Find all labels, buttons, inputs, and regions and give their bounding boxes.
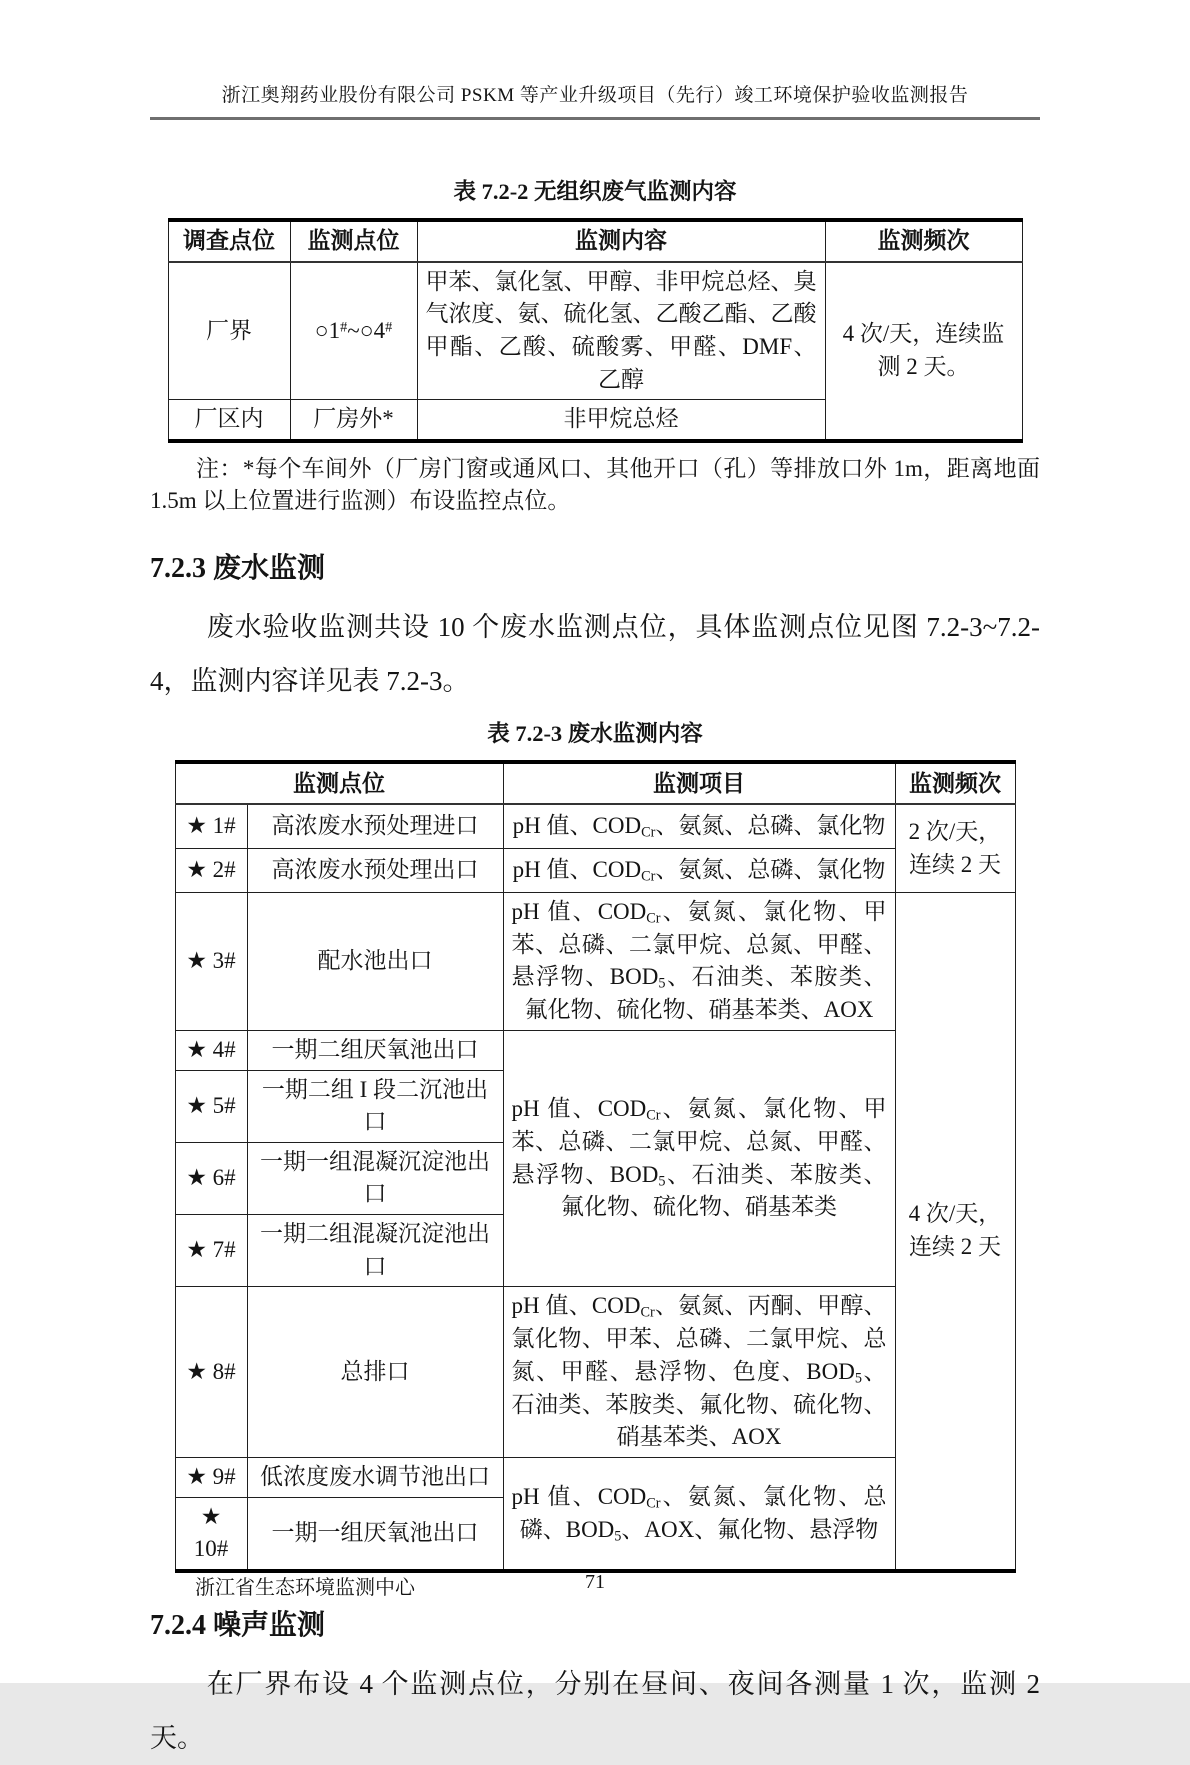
survey-point-cell: 厂界 [168, 262, 290, 400]
footer-organization: 浙江省生态环境监测中心 [195, 1577, 415, 1599]
noise-paragraph: 在厂界布设 4 个监测点位，分别在昼间、夜间各测量 1 次，监测 2 天。 [150, 1669, 1040, 1753]
point-id-cell: ★ 5# [175, 1070, 247, 1142]
point-name-cell: 高浓废水预处理进口 [247, 804, 503, 848]
water-table-title: 表 7.2-3 废水监测内容 [487, 721, 703, 747]
frequency-cell: 2 次/天，连续 2 天 [895, 804, 1015, 892]
point-id-cell: ★ 3# [175, 892, 247, 1030]
water-table-row-8 [175, 1287, 1015, 1458]
survey-point-cell: 厂区内 [168, 400, 290, 441]
gas-col-monitor-point: 监测点位 [290, 220, 417, 262]
gas-table-title: 表 7.2-2 无组织废气监测内容 [453, 179, 737, 204]
gas-col-content: 监测内容 [417, 220, 825, 262]
gas-col-frequency: 监测频次 [825, 220, 1022, 262]
water-table-row-4 [175, 1030, 1015, 1070]
frequency-cell: 4 次/天，连续 2 天 [895, 892, 1015, 1571]
gas-table-note: 注：*每个车间外（厂房门窗或通风口、其他开口（孔）等排放口外 1m，距离地面 1.5m 以上位置进行监测）布设监控点位。 [150, 455, 1040, 513]
gas-monitoring-table [168, 218, 1023, 443]
point-name-cell: 配水池出口 [247, 892, 503, 1030]
items-cell: pH 值、$COD_{Cr}$、氨氮、氯化物、甲苯、总磷、二氯甲烷、总氮、甲醛、悬浮物、$BOD_5$、石油类、苯胺类、氟化物、硫化物、硝基苯类、AOX [503, 892, 895, 1030]
monitor-point-cell: ○1#~○4# [290, 262, 417, 400]
gas-col-survey-point: 调查点位 [168, 220, 290, 262]
header-rule [150, 117, 1040, 120]
content-cell: 甲苯、氯化氢、甲醇、非甲烷总烃、臭气浓度、氨、硫化氢、乙酸乙酯、乙酸甲酯、乙酸、硫酸雾、甲醛、DMF、乙醇 [417, 262, 825, 400]
page-header-title: 浙江奥翔药业股份有限公司 PSKM 等产业升级项目（先行）竣工环境保护验收监测报告 [221, 85, 969, 106]
point-id-cell: ★ 6# [175, 1142, 247, 1214]
monitor-point-cell: 厂房外* [290, 400, 417, 441]
water-col-items: 监测项目 [503, 762, 895, 804]
footer-page-number: 71 [585, 1571, 605, 1593]
content-cell: 非甲烷总烃 [417, 400, 825, 441]
items-cell-shared: pH 值、$COD_{Cr}$、氨氮、氯化物、甲苯、总磷、二氯甲烷、总氮、甲醛、悬浮物、$BOD_5$、石油类、苯胺类、氟化物、硫化物、硝基苯类 [503, 1030, 895, 1287]
point-id-cell: ★ 4# [175, 1030, 247, 1070]
frequency-cell: 4 次/天，连续监测 2 天。 [825, 262, 1022, 441]
items-cell: pH 值、$COD_{Cr}$、氨氮、丙酮、甲醇、氯化物、甲苯、总磷、二氯甲烷、总氮、甲醛、悬浮物、色度、$BOD_5$、石油类、苯胺类、氟化物、硫化物、硝基苯类、AOX [503, 1287, 895, 1458]
point-name-cell: 一期二组 I 段二沉池出口 [247, 1070, 503, 1142]
water-table-row-9 [175, 1458, 1015, 1498]
section-heading-wastewater: 7.2.3 废水监测 [150, 553, 326, 585]
point-id-cell: ★ 8# [175, 1287, 247, 1458]
point-name-cell: 一期一组混凝沉淀池出口 [247, 1142, 503, 1214]
page-footer [0, 1553, 1190, 1683]
point-name-cell: 低浓度废水调节池出口 [247, 1458, 503, 1498]
water-table-row-3 [175, 892, 1015, 1030]
water-table-row-1 [175, 804, 1015, 848]
point-name-cell: 一期一组厌氧池出口 [247, 1497, 503, 1571]
section-heading-noise: 7.2.4 噪声监测 [150, 1610, 326, 1641]
point-id-cell: ★ 2# [175, 848, 247, 892]
water-col-monitor-point: 监测点位 [175, 762, 503, 804]
items-cell-shared: pH 值、$COD_{Cr}$、氨氮、氯化物、总磷、$BOD_5$、AOX、氟化物、悬浮物 [503, 1458, 895, 1571]
point-id-cell: ★ 10# [175, 1497, 247, 1571]
gas-table-header-row [168, 220, 1022, 262]
wastewater-paragraph: 废水验收监测共设 10 个废水监测点位，具体监测点位见图 7.2-3~7.2-4，监测内容详见表 7.2-3。 [150, 612, 1040, 697]
gas-table-row [168, 262, 1022, 400]
point-name-cell: 高浓废水预处理出口 [247, 848, 503, 892]
water-monitoring-table [175, 760, 1016, 1573]
water-table-row-2 [175, 848, 1015, 892]
point-id-cell: ★ 9# [175, 1458, 247, 1498]
point-id-cell: ★ 1# [175, 804, 247, 848]
point-name-cell: 一期二组厌氧池出口 [247, 1030, 503, 1070]
point-name-cell: 一期二组混凝沉淀池出口 [247, 1215, 503, 1287]
items-cell: pH 值、$COD_{Cr}$、氨氮、总磷、氯化物 [503, 804, 895, 848]
items-cell: pH 值、$COD_{Cr}$、氨氮、总磷、氯化物 [503, 848, 895, 892]
water-table-header-row [175, 762, 1015, 804]
water-col-frequency: 监测频次 [895, 762, 1015, 804]
point-name-cell: 总排口 [247, 1287, 503, 1458]
point-id-cell: ★ 7# [175, 1215, 247, 1287]
